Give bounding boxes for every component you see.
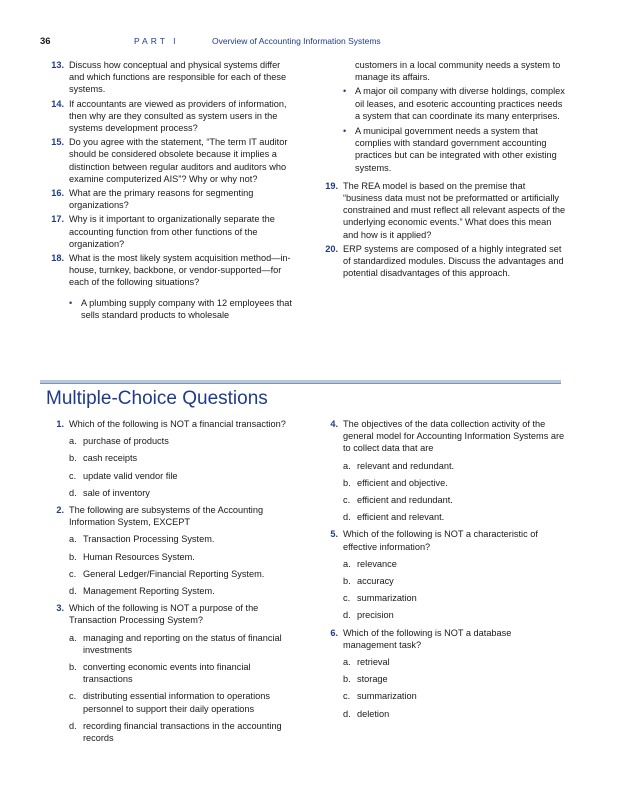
question-19: 19. The REA model is based on the premise that “business data must not be preformatted or artificially constrained and must reflect all relevant aspects of the underlying economic events.” What does this mean and how is it applied?	[325, 180, 566, 240]
mc-option: c. General Ledger/Financial Reporting System.	[69, 568, 265, 579]
mc-option: c. summarization	[343, 691, 417, 702]
q18-bullet-2: • A major oil company with diverse holdings, complex oil leases, and esoteric accounting practices needs a system that can coordinate its many enterprises.	[343, 86, 565, 121]
question-20: 20. ERP systems are composed of a highly integrated set of standardized modules. Discuss the advantages and potential disadvantages of this approach.	[325, 243, 564, 279]
question-14: 14. If accountants are viewed as providers of information, then why are they consulted as system users in the systems development process?	[51, 98, 287, 134]
section-divider	[40, 380, 561, 384]
mc-option: b. converting economic events into financial transactions	[69, 662, 251, 685]
mc-option: b. cash receipts	[69, 453, 138, 464]
mc-option: b. accuracy	[343, 576, 394, 587]
question-15: 15. Do you agree with the statement, “The term IT auditor should be considered obsolete because it implies a distinction between regular auditors and auditors who examine computerized AIS”? Why or why not?	[51, 137, 288, 184]
part-label: PART I	[134, 36, 179, 46]
bullet-icon: •	[69, 297, 73, 308]
mc-option: a. retrieval	[343, 657, 390, 668]
mc-option: b. storage	[343, 674, 388, 685]
mc-option: d. deletion	[343, 708, 390, 719]
mc-option: d. precision	[343, 610, 394, 621]
q18-bullet-3: • A municipal government needs a system that complies with standard government accounting practices but can be integrated with other existing systems.	[343, 126, 557, 173]
mc-option: a. managing and reporting on the status of financial investments	[69, 632, 282, 655]
mc-question-3: 3. Which of the following is NOT a purpose of the Transaction Processing System?	[56, 603, 259, 626]
mc-option: c. update valid vendor file	[69, 470, 178, 481]
mc-option: a. purchase of products	[69, 436, 169, 447]
mc-question-5: 5. Which of the following is NOT a characteristic of effective information?	[330, 529, 538, 552]
part-title: Overview of Accounting Information Systems	[212, 36, 381, 46]
question-18: 18. What is the most likely system acquisition method—in-house, turnkey, backbone, or vendor-supported—for each of the following situations?	[51, 253, 291, 288]
mc-option: b. efficient and objective.	[343, 477, 448, 488]
q18-bullet-1-continuation: customers in a local community needs a system to manage its affairs.	[355, 60, 561, 83]
mc-option: a. Transaction Processing System.	[69, 534, 215, 545]
q18-bullet-1: • A plumbing supply company with 12 employees that sells standard products to wholesale	[69, 297, 292, 320]
mc-option: d. Management Reporting System.	[69, 586, 215, 597]
section-heading: Multiple-Choice Questions	[46, 388, 268, 409]
question-16: 16. What are the primary reasons for segmenting organizations?	[51, 188, 254, 211]
mc-question-6: 6. Which of the following is NOT a database management task?	[330, 627, 512, 650]
discussion-right-column	[316, 59, 566, 281]
mc-right-column	[316, 418, 566, 725]
mc-option: d. efficient and relevant.	[343, 512, 445, 523]
page-number: 36	[40, 36, 51, 47]
bullet-icon: •	[343, 86, 347, 97]
mc-option: c. summarization	[343, 593, 417, 604]
mc-question-1: 1. Which of the following is NOT a financial transaction?	[56, 419, 286, 429]
mc-left-column	[42, 418, 292, 749]
mc-option: c. efficient and redundant.	[343, 495, 453, 506]
mc-option: a. relevance	[343, 558, 397, 569]
mc-option: d. sale of inventory	[69, 487, 150, 498]
question-17: 17. Why is it important to organizationally separate the accounting function from other functions of the organization?	[51, 214, 275, 249]
bullet-icon: •	[343, 126, 347, 137]
discussion-left-column	[42, 59, 292, 324]
question-13: 13. Discuss how conceptual and physical systems differ and which functions are responsible for each of these systems.	[51, 60, 287, 95]
running-header	[40, 36, 600, 50]
mc-option: c. distributing essential information to operations personnel to support their daily operations	[69, 691, 270, 714]
mc-option: a. relevant and redundant.	[343, 460, 455, 471]
mc-option: d. recording financial transactions in the accounting records	[69, 720, 282, 744]
mc-option: b. Human Resources System.	[69, 551, 195, 562]
mc-question-2: 2. The following are subsystems of the Accounting Information System, EXCEPT	[56, 505, 264, 528]
mc-question-4: 4. The objectives of the data collection activity of the general model for Accounting Information Systems are to collect data that are	[330, 419, 565, 454]
